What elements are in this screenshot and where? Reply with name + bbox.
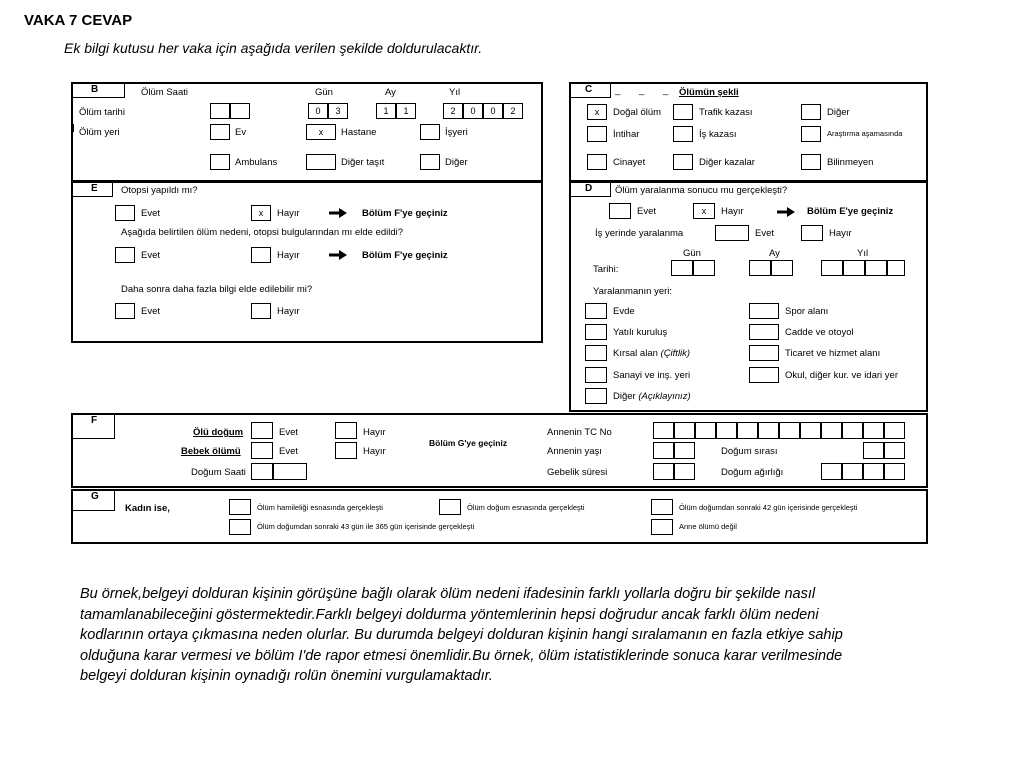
arrow-right-icon [329, 250, 347, 260]
yatili-kurulus-checkbox[interactable] [585, 324, 607, 340]
dogal-olum-checkbox[interactable]: x [587, 104, 607, 120]
section-g [71, 489, 928, 544]
arastirma-checkbox[interactable] [801, 126, 821, 142]
d-yil-label: Yıl [857, 248, 869, 259]
tc-digit-box[interactable] [863, 422, 884, 439]
d-month-box[interactable] [749, 260, 771, 276]
kirsal-alan-text: Kırsal alan [613, 348, 658, 359]
month-digit-box[interactable]: 1 [376, 103, 396, 119]
gebelik-box[interactable] [674, 463, 695, 480]
tc-digit-box[interactable] [821, 422, 842, 439]
evde-label: Evde [613, 306, 635, 317]
bilgi-hayir-label: Hayır [277, 306, 300, 317]
intihar-checkbox[interactable] [587, 126, 607, 142]
section-b-tag: B [73, 84, 125, 98]
yaralanma-yeri-label: Yaralanmanın yeri: [593, 286, 673, 297]
dogum-saati-box[interactable] [251, 463, 273, 480]
olu-dogum-label: Ölü doğum [193, 427, 244, 438]
d-month-box[interactable] [771, 260, 793, 276]
bilgi-hayir-checkbox[interactable] [251, 303, 271, 319]
trafik-kazasi-checkbox[interactable] [673, 104, 693, 120]
dogum-agirligi-box[interactable] [863, 463, 884, 480]
olum-tarihi-label: Ölüm tarihi [79, 107, 125, 118]
hastane-label: Hastane [341, 127, 377, 138]
arastirma-label: Araştırma aşamasında [827, 129, 903, 138]
section-b [71, 82, 543, 182]
yaralanma-evet-label: Evet [637, 206, 657, 217]
olum-saati-minute-box[interactable] [230, 103, 250, 119]
diger-yaralanma-checkbox[interactable] [585, 388, 607, 404]
explanation-paragraph: Bu örnek,belgeyi dolduran kişinin görüşüne bağlı olarak ölüm nedeni ifadesinin farklı yollarla doğru bir şekilde nasıl tamamlanabileceğini göstermektedir.Farklı belgeyi doldurma yöntemlerinin hepsi doğrudur ancak farklı ölüm nedeni kodlarının ortaya çıkmasına neden olurlar. Bu durumda belgeyi dolduran kişinin hangi sıralamanın en fazla etkiye sahip olduğuna karar vermesi ve bölüm I'de rapor etmesi önemlidir.Bu örnek, ölüm istatistiklerinde sonuca karar verilmesinde belgeyi dolduran kişinin oynadığı rolün önemini vurgulamaktadır. [80, 586, 843, 684]
spor-alani-checkbox[interactable] [749, 303, 779, 319]
bilinmeyen-checkbox[interactable] [801, 154, 821, 170]
tc-digit-box[interactable] [716, 422, 737, 439]
43-365-gun-checkbox[interactable] [229, 519, 251, 535]
section-d [569, 181, 928, 412]
day-digit-box[interactable]: 0 [308, 103, 328, 119]
42-gun-label: Ölüm doğumdan sonraki 42 gün içerisinde gerçekleşti [679, 503, 858, 512]
page-title: VAKA 7 CEVAP [24, 12, 133, 29]
bebek-olumu-evet-label: Evet [279, 446, 299, 457]
d-year-box[interactable] [887, 260, 905, 276]
arrow-right-icon [777, 207, 795, 217]
anne-olumu-degil-label: Anne ölümü değil [679, 522, 737, 531]
tc-digit-box[interactable] [779, 422, 800, 439]
okul-label: Okul, diğer kur. ve idari yer [785, 370, 898, 381]
dogum-agirligi-label: Doğum ağırlığı [721, 467, 784, 478]
sanayi-checkbox[interactable] [585, 367, 607, 383]
cadde-otoyol-label: Cadde ve otoyol [785, 327, 854, 338]
olu-dogum-evet-checkbox[interactable] [251, 422, 273, 439]
tc-digit-box[interactable] [737, 422, 758, 439]
d-day-box[interactable] [671, 260, 693, 276]
dogum-agirligi-box[interactable] [821, 463, 842, 480]
dogum-sirasi-box[interactable] [884, 442, 905, 459]
diger-yaralanma-note: (Açıklayınız) [638, 391, 691, 402]
diger-tasit-checkbox[interactable] [306, 154, 336, 170]
d-year-box[interactable] [843, 260, 865, 276]
olum-saati-hour-box[interactable] [210, 103, 230, 119]
goto-e-label: Bölüm E'ye geçiniz [807, 206, 894, 217]
anne-olumu-degil-checkbox[interactable] [651, 519, 673, 535]
otopsi-evet-checkbox[interactable] [115, 205, 135, 221]
diger-sekil-label: Diğer [827, 107, 850, 118]
ambulans-checkbox[interactable] [210, 154, 230, 170]
anne-yasi-box[interactable] [674, 442, 695, 459]
section-b-edge-mark [72, 124, 74, 132]
day-digit-box[interactable]: 3 [328, 103, 348, 119]
yatili-kurulus-label: Yatılı kuruluş [613, 327, 668, 338]
d-year-box[interactable] [865, 260, 887, 276]
section-c [569, 82, 928, 182]
year-digit-box[interactable]: 0 [483, 103, 503, 119]
olum-yeri-label: Ölüm yeri [79, 127, 120, 138]
anne-tc-label: Annenin TC No [547, 427, 612, 438]
bulgu-evet-checkbox[interactable] [115, 247, 135, 263]
goto-f-label: Bölüm F'ye geçiniz [362, 208, 448, 219]
section-g-tag: G [73, 491, 115, 511]
intihar-label: İntihar [613, 129, 640, 140]
bilgi-evet-checkbox[interactable] [115, 303, 135, 319]
section-e-tag: E [73, 183, 113, 197]
yaralanma-hayir-label: Hayır [721, 206, 744, 217]
month-digit-box[interactable]: 1 [396, 103, 416, 119]
cinayet-label: Cinayet [613, 157, 646, 168]
is-yeri-evet-checkbox[interactable] [715, 225, 749, 241]
kirsal-alan-checkbox[interactable] [585, 345, 607, 361]
diger-yer-label: Diğer [445, 157, 468, 168]
bebek-olumu-label: Bebek ölümü [181, 446, 241, 457]
hastane-checkbox[interactable]: x [306, 124, 336, 140]
anne-yasi-label: Annenin yaşı [547, 446, 602, 457]
dogum-agirligi-box[interactable] [884, 463, 905, 480]
d-gun-label: Gün [683, 248, 701, 259]
section-f-tag: F [73, 415, 115, 439]
section-c-tag: C [571, 84, 611, 98]
tc-digit-box[interactable] [653, 422, 674, 439]
bilinmeyen-label: Bilinmeyen [827, 157, 874, 168]
bebek-olumu-hayir-label: Hayır [363, 446, 386, 457]
otopsi-question: Otopsi yapıldı mı? [121, 185, 198, 196]
otopsi-hayir-label: Hayır [277, 208, 300, 219]
yaralanma-evet-checkbox[interactable] [609, 203, 631, 219]
olu-dogum-evet-label: Evet [279, 427, 299, 438]
sanayi-label: Sanayi ve inş. yeri [613, 370, 691, 381]
kirsal-alan-label [613, 349, 690, 359]
otopsi-bulgu-question: Aşağıda belirtilen ölüm nedeni, otopsi bulgularından mı elde edildi? [121, 227, 404, 238]
is-kazasi-checkbox[interactable] [673, 126, 693, 142]
section-d-tag: D [571, 183, 611, 197]
bulgu-hayir-label: Hayır [277, 250, 300, 261]
gebelik-suresi-label: Gebelik süresi [547, 467, 608, 478]
d-year-box[interactable] [821, 260, 843, 276]
cadde-otoyol-checkbox[interactable] [749, 324, 779, 340]
dogal-olum-label: Doğal ölüm [613, 107, 662, 118]
diger-yaralanma-text: Diğer [613, 391, 636, 402]
isyeri-label: İşyeri [445, 127, 468, 138]
tc-digit-box[interactable] [758, 422, 779, 439]
ay-label: Ay [385, 87, 396, 98]
ev-label: Ev [235, 127, 247, 138]
arrow-right-icon [329, 208, 347, 218]
yil-label: Yıl [449, 87, 461, 98]
tc-digit-box[interactable] [884, 422, 905, 439]
bilgi-evet-label: Evet [141, 306, 161, 317]
bulgu-hayir-checkbox[interactable] [251, 247, 271, 263]
isyeri-checkbox[interactable] [420, 124, 440, 140]
43-365-gun-label: Ölüm doğumdan sonraki 43 gün ile 365 gün içerisinde gerçekleşti [257, 522, 475, 531]
diger-kazalar-label: Diğer kazalar [699, 157, 755, 168]
dogum-sirasi-box[interactable] [863, 442, 884, 459]
olu-dogum-hayir-label: Hayır [363, 427, 386, 438]
bebek-olumu-hayir-checkbox[interactable] [335, 442, 357, 459]
bebek-olumu-evet-checkbox[interactable] [251, 442, 273, 459]
year-digit-box[interactable]: 0 [463, 103, 483, 119]
d-ay-label: Ay [769, 248, 780, 259]
otopsi-evet-label: Evet [141, 208, 161, 219]
ticaret-checkbox[interactable] [749, 345, 779, 361]
diger-sekil-checkbox[interactable] [801, 104, 821, 120]
gebelik-box[interactable] [653, 463, 674, 480]
is-kazasi-label: İş kazası [699, 129, 737, 140]
dogum-saati-box[interactable] [273, 463, 307, 480]
evde-checkbox[interactable] [585, 303, 607, 319]
trafik-kazasi-label: Trafik kazası [699, 107, 753, 118]
is-yeri-evet-label: Evet [755, 228, 775, 239]
dashes: _ _ _ [615, 85, 677, 96]
kadin-ise-label: Kadın ise, [125, 503, 170, 514]
olu-dogum-hayir-checkbox[interactable] [335, 422, 357, 439]
ev-checkbox[interactable] [210, 124, 230, 140]
ambulans-label: Ambulans [235, 157, 278, 168]
diger-kazalar-checkbox[interactable] [673, 154, 693, 170]
tc-digit-box[interactable] [800, 422, 821, 439]
is-yerinde-yaralanma-label: İş yerinde yaralanma [595, 228, 684, 239]
hamilelik-label: Ölüm hamileliği esnasında gerçekleşti [257, 503, 383, 512]
tc-digit-box[interactable] [695, 422, 716, 439]
dogum-esnasinda-checkbox[interactable] [439, 499, 461, 515]
is-yeri-hayir-checkbox[interactable] [801, 225, 823, 241]
tc-digit-box[interactable] [674, 422, 695, 439]
dogum-saati-label: Doğum Saati [191, 467, 246, 478]
anne-yasi-box[interactable] [653, 442, 674, 459]
goto-f-label-2: Bölüm F'ye geçiniz [362, 250, 448, 261]
is-yeri-hayir-label: Hayır [829, 228, 852, 239]
dogum-agirligi-box[interactable] [842, 463, 863, 480]
bulgu-evet-label: Evet [141, 250, 161, 261]
olumun-sekli-heading: Ölümün şekli [679, 87, 739, 98]
kirsal-alan-note: (Çiftlik) [660, 348, 691, 359]
gun-label: Gün [315, 87, 333, 98]
page-subtitle: Ek bilgi kutusu her vaka için aşağıda verilen şekilde doldurulacaktır. [64, 40, 483, 56]
section-f [71, 413, 928, 488]
diger-tasit-label: Diğer taşıt [341, 157, 385, 168]
olum-saati-label: Ölüm Saati [141, 87, 188, 98]
diger-yaralanma-label [613, 392, 691, 402]
cinayet-checkbox[interactable] [587, 154, 607, 170]
42-gun-checkbox[interactable] [651, 499, 673, 515]
goto-g-label: Bölüm G'ye geçiniz [429, 438, 508, 448]
year-digit-box[interactable]: 2 [443, 103, 463, 119]
otopsi-hayir-checkbox[interactable]: x [251, 205, 271, 221]
okul-checkbox[interactable] [749, 367, 779, 383]
tarihi-label: Tarihi: [593, 264, 619, 275]
hamilelik-checkbox[interactable] [229, 499, 251, 515]
yaralanma-question: Ölüm yaralanma sonucu mu gerçekleşti? [615, 185, 788, 196]
daha-fazla-bilgi-question: Daha sonra daha fazla bilgi elde edilebilir mi? [121, 284, 313, 295]
tc-digit-box[interactable] [842, 422, 863, 439]
diger-yer-checkbox[interactable] [420, 154, 440, 170]
year-digit-box[interactable]: 2 [503, 103, 523, 119]
d-day-box[interactable] [693, 260, 715, 276]
dogum-sirasi-label: Doğum sırası [721, 446, 778, 457]
yaralanma-hayir-checkbox[interactable]: x [693, 203, 715, 219]
spor-alani-label: Spor alanı [785, 306, 829, 317]
dogum-esnasinda-label: Ölüm doğum esnasında gerçekleşti [467, 503, 585, 512]
section-e [71, 181, 543, 343]
ticaret-label: Ticaret ve hizmet alanı [785, 348, 881, 359]
